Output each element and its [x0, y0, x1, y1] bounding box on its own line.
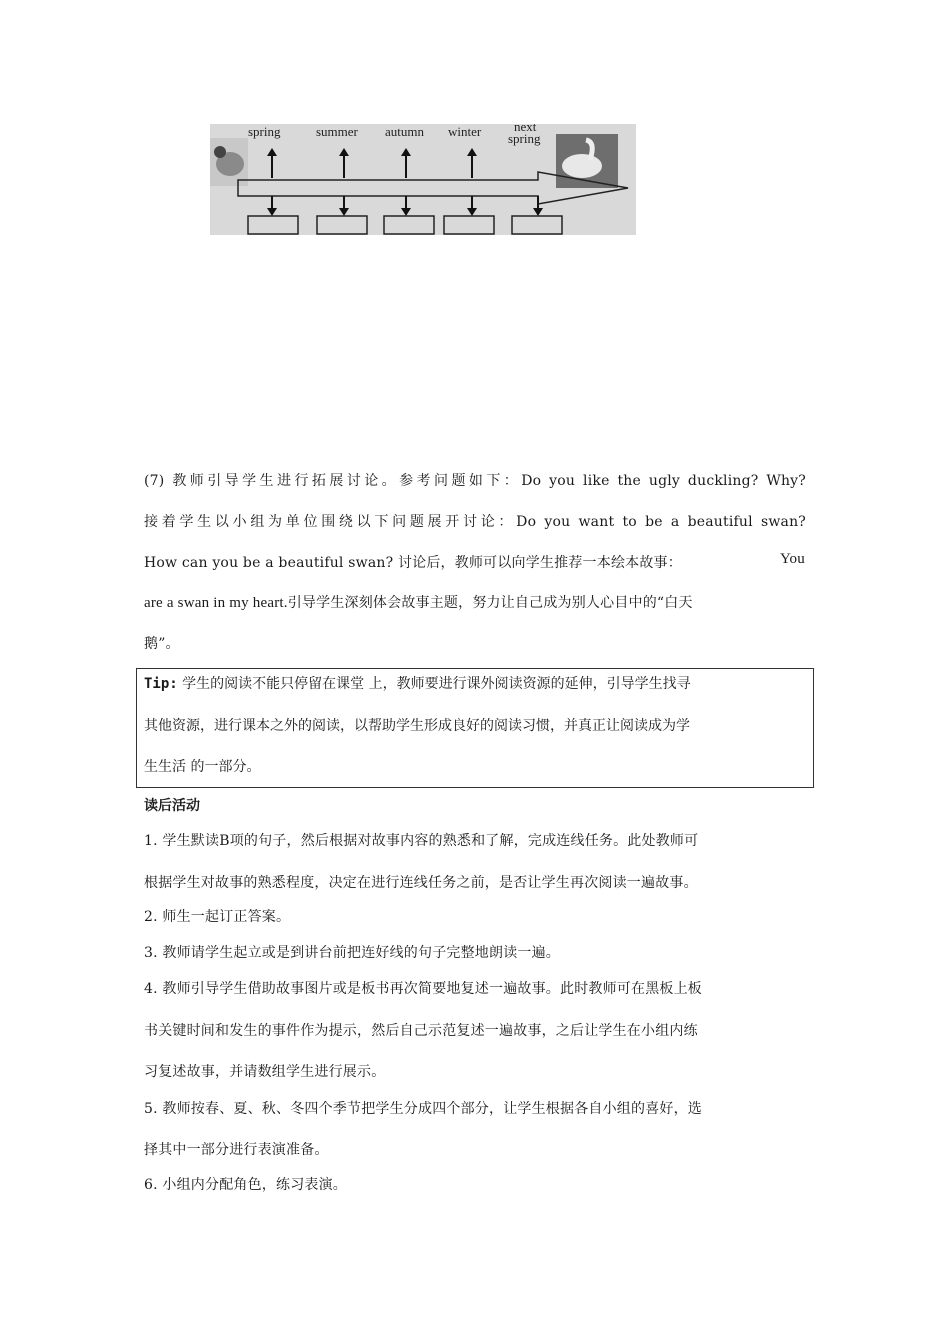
post-reading-line-8: 5. 教师按春、夏、秋、冬四个季节把学生分成四个部分，让学生根据各自小组的喜好，选 [144, 1101, 703, 1117]
paragraph-7-line-4 [144, 592, 693, 612]
post-reading-line-10: 6. 小组内分配角色，练习表演。 [144, 1177, 348, 1193]
paragraph-7-line-5: 鹅”。 [144, 636, 180, 652]
post-reading-line-4: 3. 教师请学生起立或是到讲台前把连好线的句子完整地朗读一遍。 [144, 945, 561, 961]
tip-line-1-text: 学生的阅读不能只停留在课堂 上，教师要进行课外阅读资源的延伸，引导学生找寻 [177, 676, 691, 692]
label-spring: spring [248, 124, 281, 139]
post-reading-heading: 读后活动 [144, 798, 200, 814]
post-reading-line-9: 择其中一部分进行表演准备。 [144, 1142, 329, 1158]
tip-line-3: 生生活 的一部分。 [144, 759, 261, 775]
paragraph-7-line-4-english: are a swan in my heart. [144, 595, 288, 611]
swan-picture [556, 134, 618, 188]
paragraph-7-line-1: (7) 教师引导学生进行拓展讨论。参考问题如下：Do you like the ugly duckling? Why? [144, 473, 806, 489]
label-autumn: autumn [385, 124, 424, 139]
post-reading-line-6: 书关键时间和发生的事件作为提示，然后自己示范复述一遍故事，之后让学生在小组内练 [144, 1023, 698, 1039]
post-reading-line-2: 根据学生对故事的熟悉程度，决定在进行连线任务之前，是否让学生再次阅读一遍故事。 [144, 875, 698, 891]
label-next-spring: spring [508, 131, 541, 146]
duckling-picture [210, 138, 248, 186]
post-reading-line-3: 2. 师生一起订正答案。 [144, 909, 291, 925]
tip-box [136, 668, 814, 788]
tip-line-2: 其他资源，进行课本之外的阅读，以帮助学生形成良好的阅读习惯，并真正让阅读成为学 [144, 718, 690, 734]
paragraph-7-line-3-you: You [780, 551, 805, 567]
tip-label: Tip: [144, 676, 178, 692]
paragraph-7-line-2: 接着学生以小组为单位围绕以下问题展开讨论：Do you want to be a beautiful swan? [144, 514, 806, 530]
label-winter: winter [448, 124, 482, 139]
paragraph-7-line-3: How can you be a beautiful swan? 讨论后，教师可以向学生推荐一本绘本故事： [144, 555, 682, 571]
label-summer: summer [316, 124, 358, 139]
seasons-timeline-figure [210, 124, 636, 235]
post-reading-line-7: 习复述故事，并请数组学生进行展示。 [144, 1064, 386, 1080]
paragraph-7-line-4-chinese: 引导学生深刻体会故事主题，努力让自己成为别人心目中的“白天 [287, 595, 693, 611]
post-reading-line-1: 1. 学生默读B项的句子，然后根据对故事内容的熟悉和了解，完成连线任务。此处教师可 [144, 833, 699, 849]
post-reading-line-5: 4. 教师引导学生借助故事图片或是板书再次简要地复述一遍故事。此时教师可在黑板上板 [144, 981, 703, 997]
label-next: next [514, 124, 537, 134]
tip-line-1 [144, 673, 691, 693]
